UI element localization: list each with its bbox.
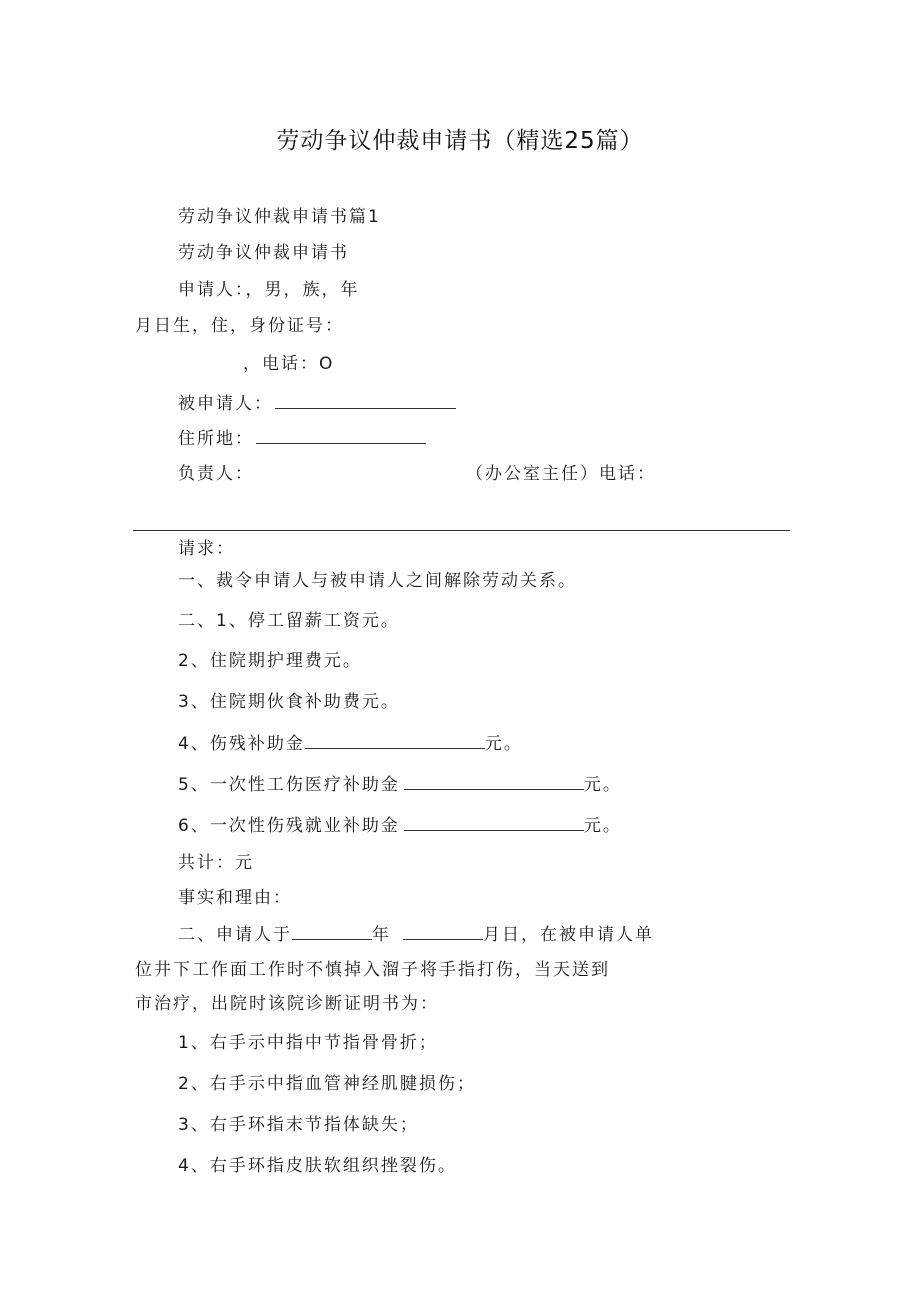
facts-heading: 事实和理由：	[178, 888, 292, 908]
claim-item-4: 3、住院期伙食补助费元。	[178, 692, 400, 712]
date-blank	[292, 922, 372, 940]
diagnosis-item-4: 4、右手环指皮肤软组织挫裂伤。	[178, 1156, 457, 1176]
claims-heading: 请求：	[178, 539, 235, 559]
respondent-line	[178, 391, 456, 416]
facts-paragraph-line-1	[178, 922, 654, 947]
facts-paragraph-line-2: 位井下工作面工作时不慎掉入溜子将手指打伤，当天送到	[135, 960, 610, 980]
amount-blank	[404, 813, 584, 831]
respondent-label: 被申请人：	[178, 394, 273, 414]
facts-prefix: 二、申请人于	[178, 925, 292, 945]
claim-item-2: 二、1、停工留薪工资元。	[178, 611, 400, 631]
claim-label: 4、伤残补助金	[178, 734, 305, 754]
unit-suffix: 元。	[583, 816, 622, 836]
amount-blank	[305, 731, 485, 749]
claim-item-3: 2、住院期护理费元。	[178, 651, 362, 671]
claim-label: 5、一次性工伤医疗补助金	[178, 775, 400, 795]
diagnosis-item-3: 3、右手环指末节指体缺失；	[178, 1115, 419, 1135]
claim-item-disability-subsidy	[178, 731, 523, 756]
claim-item-employment-subsidy	[178, 813, 622, 838]
unit-suffix: 元。	[484, 734, 523, 754]
address-line	[178, 426, 426, 451]
claim-item-medical-subsidy	[178, 772, 622, 797]
applicant-line-3: ，电话：O	[243, 354, 335, 374]
office-phone-label: （办公室主任）电话：	[466, 464, 656, 484]
facts-paragraph-line-3: 市治疗，出院时该院诊断证明书为：	[135, 994, 439, 1014]
person-in-charge-label: 负责人：	[178, 464, 254, 484]
section-heading: 劳动争议仲裁申请书篇1	[178, 207, 381, 227]
respondent-blank	[275, 391, 456, 409]
diagnosis-item-2: 2、右手示中指血管神经肌腱损伤；	[178, 1074, 476, 1094]
document-title: 劳动争议仲裁申请书（精选25篇）	[276, 128, 644, 154]
section-subheading: 劳动争议仲裁申请书	[178, 243, 349, 263]
date-blank	[403, 922, 483, 940]
unit-suffix: 元。	[583, 775, 622, 795]
claim-label: 6、一次性伤残就业补助金	[178, 816, 400, 836]
facts-year: 年	[372, 925, 391, 945]
diagnosis-item-1: 1、右手示中指中节指骨骨折；	[178, 1033, 438, 1053]
applicant-line-2: 月日生，住，身份证号：	[135, 316, 344, 336]
claims-total: 共计：元	[178, 853, 254, 873]
address-blank	[256, 426, 426, 444]
applicant-line-1: 申请人：，男，族，年	[178, 280, 360, 300]
address-label: 住所地：	[178, 429, 254, 449]
facts-mid: 月日，在被申请人单	[483, 925, 654, 945]
claim-item-1: 一、裁令申请人与被申请人之间解除劳动关系。	[178, 571, 577, 591]
amount-blank	[404, 772, 584, 790]
separator-rule	[133, 530, 790, 531]
